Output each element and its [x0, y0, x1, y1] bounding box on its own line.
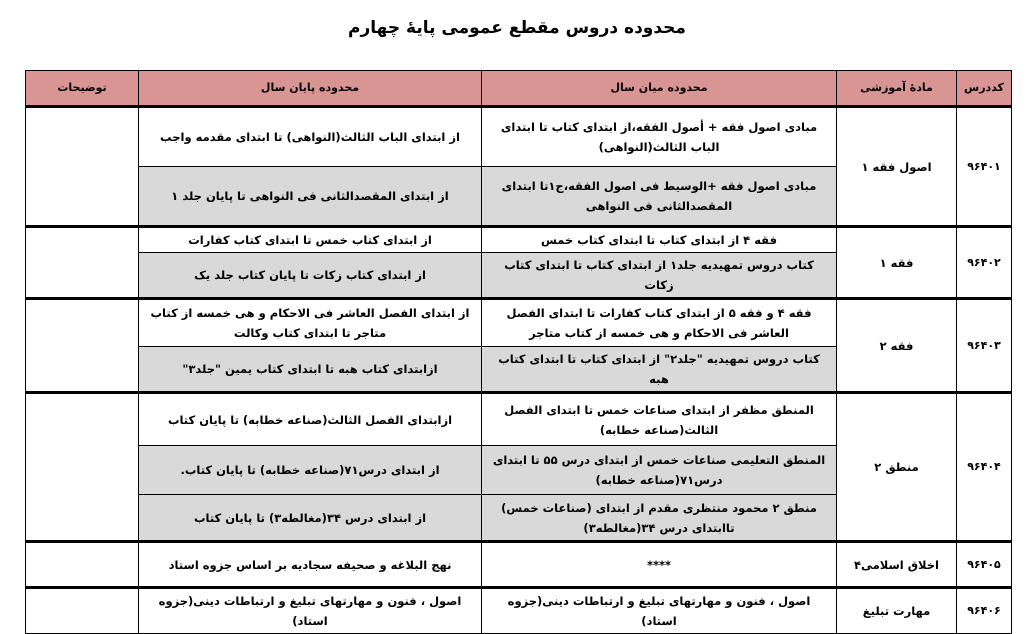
- midterm-range: مبادی اصول فقه +الوسیط فی اصول الفقه،ج۱تا ابتدای المقصدالثانی فی النواهی: [482, 167, 837, 227]
- course-notes: [26, 227, 139, 299]
- midterm-range: مبادی اصول فقه + أصول الفقه،از ابتدای کتاب تا ابتدای الباب الثالث(النواهی): [482, 107, 837, 167]
- final-range: ازابتدای کتاب هبه تا ابتدای کتاب یمین "جلد۳": [139, 347, 482, 393]
- final-range: از ابتدای کتاب خمس تا ابتدای کتاب کفارات: [139, 227, 482, 253]
- course-range-table: [25, 70, 1012, 634]
- midterm-range: کتاب دروس تمهیدیه "جلد۲" از ابتدای کتاب تا ابتدای کتاب هبه: [482, 347, 837, 393]
- midterm-range: کتاب دروس تمهیدیه جلد۱ از ابتدای کتاب تا ابتدای کتاب زکات: [482, 253, 837, 299]
- table-row: [26, 588, 1012, 634]
- final-range: از ابتدای درس۷۱(صناعه خطابه) تا پایان کتاب.: [139, 446, 482, 495]
- course-code: ۹۶۴۰۲: [957, 227, 1012, 299]
- midterm-range: فقه ۴ از ابتدای کتاب تا ابتدای کتاب خمس: [482, 227, 837, 253]
- midterm-range: ****: [482, 542, 837, 588]
- course-code: ۹۶۴۰۱: [957, 107, 1012, 227]
- course-subject: اخلاق اسلامی۴: [837, 542, 957, 588]
- table-row: [26, 393, 1012, 446]
- course-subject: فقه ۲: [837, 299, 957, 393]
- table-row: [26, 107, 1012, 167]
- header-notes: توضیحات: [26, 71, 139, 107]
- table-row: [26, 299, 1012, 347]
- final-range: از ابتدای الفصل العاشر فی الاحکام و هی خمسه از کتاب متاجر تا ابتدای کتاب وکالت: [139, 299, 482, 347]
- header-midterm: محدوده میان سال: [482, 71, 837, 107]
- table-row: [26, 227, 1012, 253]
- final-range: از ابتدای درس ۳۴(مغالطه۳) تا پایان کتاب: [139, 495, 482, 542]
- midterm-range: اصول ، فنون و مهارتهای تبلیغ و ارتباطات دینی(جزوه استاد): [482, 588, 837, 634]
- course-subject: فقه ۱: [837, 227, 957, 299]
- course-code: ۹۶۴۰۴: [957, 393, 1012, 542]
- course-subject: منطق ۲: [837, 393, 957, 542]
- course-code: ۹۶۴۰۶: [957, 588, 1012, 634]
- page-title: محدوده دروس مقطع عمومی پایۀ چهارم: [348, 18, 686, 38]
- final-range: از ابتدای کتاب زکات تا پایان کتاب جلد یک: [139, 253, 482, 299]
- course-subject: اصول فقه ۱: [837, 107, 957, 227]
- table-header-row: [26, 71, 1012, 107]
- course-notes: [26, 542, 139, 588]
- table-row: [26, 542, 1012, 588]
- final-range: نهج البلاغه و صحیفه سجادیه بر اساس جزوه استاد: [139, 542, 482, 588]
- course-code: ۹۶۴۰۵: [957, 542, 1012, 588]
- midterm-range: المنطق مظفر از ابتدای صناعات خمس تا ابتدای الفصل الثالث(صناعه خطابه): [482, 393, 837, 446]
- course-notes: [26, 107, 139, 227]
- final-range: از ابتدای المقصدالثانی فی النواهی تا پایان جلد ۱: [139, 167, 482, 227]
- course-notes: [26, 588, 139, 634]
- midterm-range: منطق ۲ محمود منتظری مقدم از ابتدای (صناعات خمس) تاابتدای درس ۳۴(مغالطه۳): [482, 495, 837, 542]
- header-final: محدوده پایان سال: [139, 71, 482, 107]
- midterm-range: فقه ۴ و فقه ۵ از ابتدای کتاب کفارات تا ابتدای الفصل العاشر فی الاحکام و هی خمسه از کتاب متاجر: [482, 299, 837, 347]
- course-notes: [26, 393, 139, 542]
- course-code: ۹۶۴۰۳: [957, 299, 1012, 393]
- final-range: ازابتدای الفصل الثالث(صناعه خطابه) تا پایان کتاب: [139, 393, 482, 446]
- final-range: اصول ، فنون و مهارتهای تبلیغ و ارتباطات دینی(جزوه استاد): [139, 588, 482, 634]
- header-code: کددرس: [957, 71, 1012, 107]
- course-subject: مهارت تبلیغ: [837, 588, 957, 634]
- course-notes: [26, 299, 139, 393]
- header-subject: مادۀ آموزشی: [837, 71, 957, 107]
- final-range: از ابتدای الباب الثالث(النواهی) تا ابتدای مقدمه واجب: [139, 107, 482, 167]
- midterm-range: المنطق التعلیمی صناعات خمس از ابتدای درس ۵۵ تا ابتدای درس۷۱(صناعه خطابه): [482, 446, 837, 495]
